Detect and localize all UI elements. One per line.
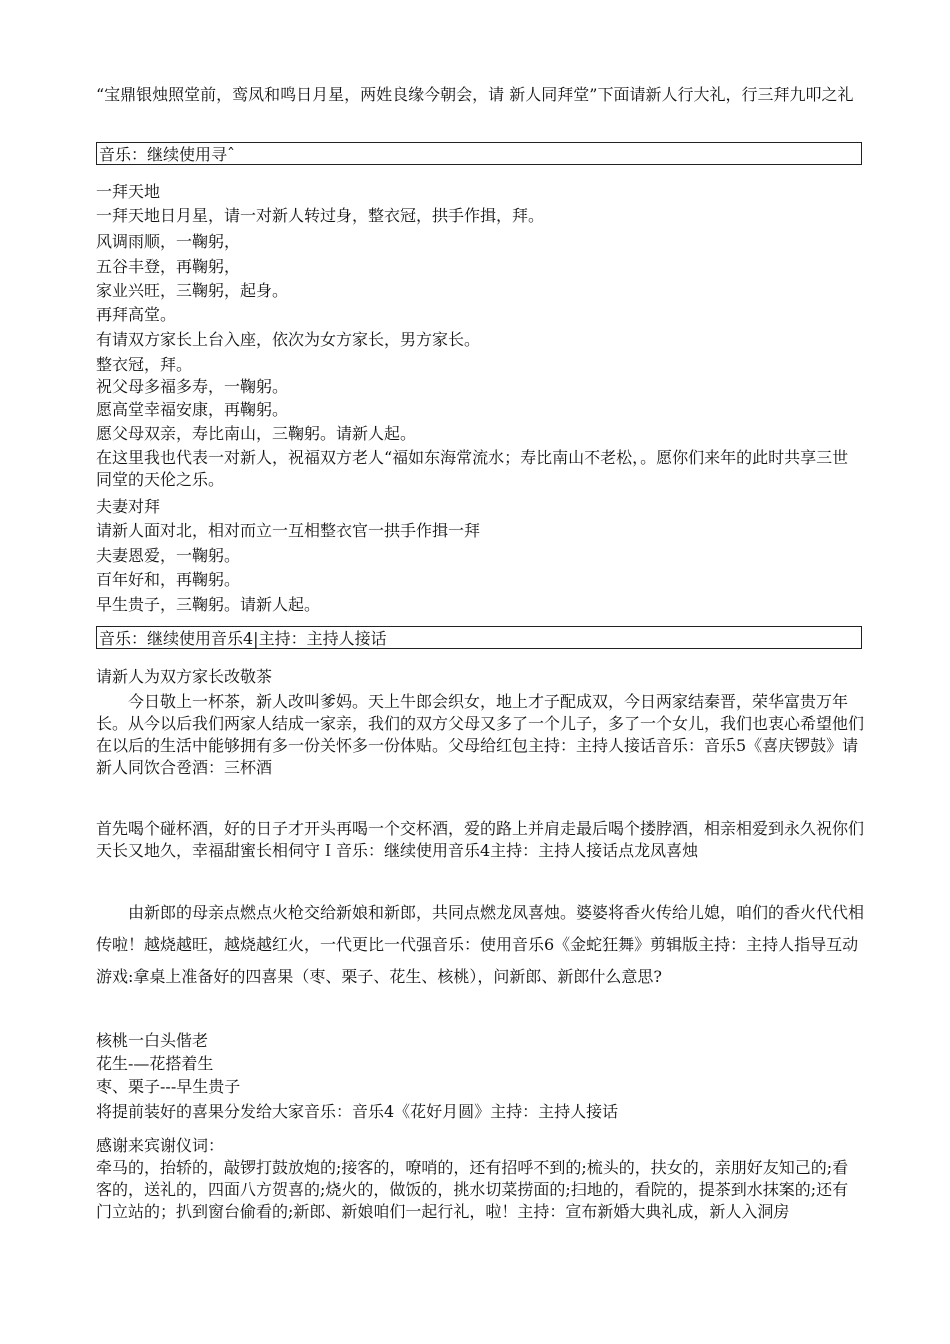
section-heading: 请新人为双方家长改敬茶 [96,667,273,686]
section-heading: 一拜天地 [96,182,161,201]
music-note-box: 音乐：继续使用寻ˆ [96,142,862,165]
blessing-paragraph: 在这里我也代表一对新人，祝福双方老人“福如东海常流水；寿比南山不老松，。愿你们来年的此时共享三世同堂的天伦之乐。 [96,448,849,489]
paragraph-line: 将提前装好的喜果分发给大家音乐：音乐4《花好月圆》主持：主持人接话 [96,1102,619,1121]
section-heading: 再拜高堂。 [96,305,177,324]
paragraph-line: 祝父母多福多寿，一鞠躬。 [96,377,289,396]
paragraph-line: 夫妻恩爱，一鞠躬。 [96,546,241,565]
candle-paragraph: 由新郎的母亲点燃点火枪交给新娘和新郎，共同点燃龙凤喜烛。婆婆将香火传给儿媳，咱们的香火代代相传啦！越烧越旺，越烧越红火，一代更比一代强音乐：使用音乐6《金蛇狂舞》剪辑版主持：主持人指导互动游戏:拿桌上准备好的四喜果（枣、栗子、花生、核桃），问新郎、新郎什么意思? [96,903,865,986]
paragraph-line: 早生贵子，三鞠躬。请新人起。 [96,595,321,614]
paragraph-line: 有请双方家长上台入座，依次为女方家长，男方家长。 [96,330,481,349]
paragraph-line: 愿父母双亲，寿比南山，三鞠躬。请新人起。 [96,424,417,443]
paragraph-line: 枣、栗子---早生贵子 [96,1077,241,1096]
paragraph-line: 核桃一白头偕老 [96,1031,209,1050]
tea-paragraph: 今日敬上一杯茶，新人改叫爹妈。天上牛郎会织女，地上才子配成双，今日两家结秦晋，荣华富贵万年长。从今以后我们两家人结成一家亲，我们的双方父母又多了一个儿子，多了一个女儿，我们也衷心希望他们在以后的生活中能够拥有多一份关怀多一份体贴。父母给红包主持：主持人接话音乐：音乐5《喜庆锣鼓》请新人同饮合卺酒：三杯酒 [96,692,865,777]
paragraph-line: 风调雨顺，一鞠躬， [96,232,241,251]
paragraph-line: 百年好和，再鞠躬。 [96,570,241,589]
wine-paragraph: 首先喝个碰杯酒，好的日子才开头再喝一个交杯酒，爱的路上并肩走最后喝个搂脖酒，相亲相爱到永久祝你们天长又地久，幸福甜蜜长相伺守Ｉ音乐：继续使用音乐4主持：主持人接话点龙凤喜烛 [96,819,865,860]
section-heading: 感谢来宾谢仪词： [96,1136,225,1155]
paragraph-line: 愿高堂幸福安康，再鞠躬。 [96,400,289,419]
opening-verse: “宝鼎银烛照堂前，鸾凤和鸣日月星，两姓良缘今朝会，请 新人同拜堂”下面请新人行大礼，行三拜九叩之礼 [96,85,854,104]
paragraph-line: 家业兴旺，三鞠躬，起身。 [96,281,289,300]
thanks-paragraph: 牵马的，抬轿的，敲锣打鼓放炮的;接客的，嘹哨的，还有招呼不到的;梳头的，扶女的，亲朋好友知己的;看客的，送礼的，四面八方贺喜的;烧火的，做饭的，挑水切菜捞面的;扫地的，看院的，提茶到水抹案的;还有门立站的；扒到窗台偷看的;新郎、新娘咱们一起行礼，啦！主持：宣布新婚大典礼成，新人入洞房 [96,1158,849,1221]
paragraph-line: 五谷丰登，再鞠躬， [96,257,241,276]
paragraph-line: 请新人面对北，相对而立一互相整衣官一拱手作揖一拜 [96,521,481,540]
music-host-note-box: 音乐：继续使用音乐4|主持：主持人接话 [96,626,862,649]
section-heading: 夫妻对拜 [96,497,161,516]
paragraph-line: 整衣冠，拜。 [96,355,193,374]
paragraph-line: 一拜天地日月星，请一对新人转过身，整衣冠，拱手作揖，拜。 [96,206,545,225]
paragraph-line: 花生-—花搭着生 [96,1054,214,1073]
